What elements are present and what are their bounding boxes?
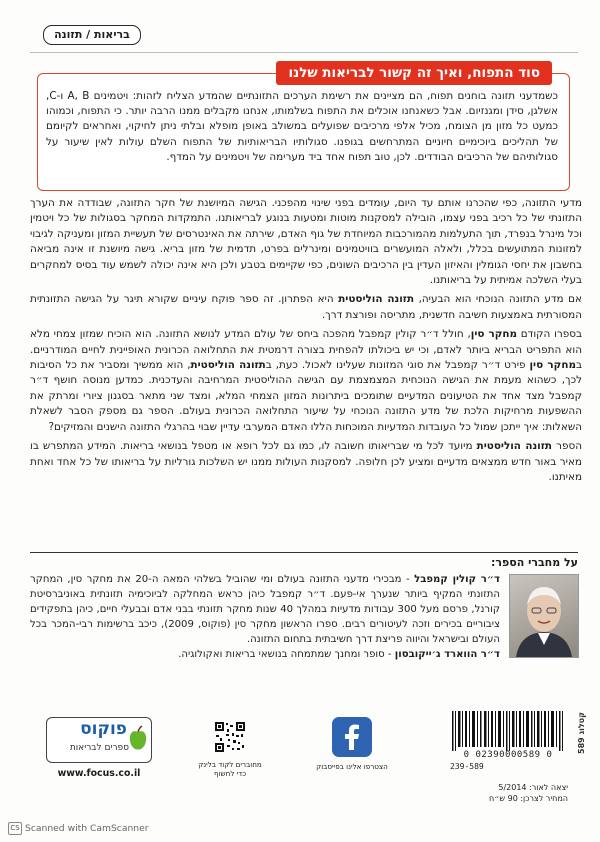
barcode-number-secondary: 239-589 xyxy=(450,762,484,771)
paragraph-3-a: בספרו הקודם xyxy=(517,328,583,341)
publisher-url[interactable]: www.focus.co.il xyxy=(57,768,141,779)
barcode-icon xyxy=(450,711,566,751)
authors-divider xyxy=(30,552,578,553)
authors-bio xyxy=(30,572,500,662)
paragraph-2 xyxy=(30,292,582,323)
publisher-logo xyxy=(46,717,152,763)
price: המחיר לצרכן: 90 ש״ח xyxy=(489,794,568,803)
catalog-number: קטלוג 589 xyxy=(577,712,586,754)
paragraph-3-e: פירט ד״ר קמפבל את סוגי המזונות שעלינו לאכול. כעת, ב xyxy=(265,359,530,372)
paragraph-2-text: אם מדע התזונה הנוכחי הוא הבעיה, xyxy=(414,293,582,306)
camscanner-icon: CS xyxy=(8,822,22,835)
paragraph-4 xyxy=(30,439,582,485)
paragraph-4-a: הספר xyxy=(552,440,582,453)
author-portrait-icon xyxy=(510,575,578,657)
facebook-caption: הצטרפו אלינו בפייסבוק xyxy=(316,762,388,771)
category-tag: בריאות / תזונה xyxy=(43,25,141,45)
author-2-name: ד״ר הווארד ג׳ייקובסון xyxy=(394,649,500,660)
paragraph-4-c: מיועד לכל מי שבריאותו חשובה לו, כמו גם לכל רופא או מטפל בנושאי בריאות. המידע המתפרש בו מאיר באור חדש ממצאים מדעיים ומציע לכן חלופה. למסקנות העולות ממנו יש השלכות גורליות על בריאותו של כל אחד ואחת מאיתנו. xyxy=(30,440,582,483)
authors-heading: על מחברי הספר: xyxy=(490,556,578,569)
book-title-emphasis-2: תזונה הוליסטית xyxy=(190,359,266,372)
top-divider xyxy=(30,52,578,53)
paragraph-1: מדעי התזונה, כפי שהכרנו אותם עד היום, עומדים בפני שינוי מהפכני. הגישה המיושנת של חקר התזונה, שבודדה את הערך התזונתי של כל רכיב בפני עצמו, הובילה למסקנות מוטות ומטעות בנוגע לבריאותנו. התמקדות המחקר בסגולות של כל ויטמין וכל מינרל בנפרד, תוך התעלמות מהמורכבות המיוחדת של גוף האדם, שירתה את האינטרסים של תעשיית המזון ומעניקה לגיבוי למזונות המתועשים בכלל, ולאלה המועשרים בוויטמינים ומינרלים בפרט, תדמית של מזון בריא. גישה מיושנת זו אינה מביאה בחשבון את יחסי הגומלין והאיזון העדין בין הרכיבים השונים, כפי שקיימים בטבע ולכן היא אינה יכולה לשמש עוד בסיס למחקרים בעלי השלכה אמיתית על בריאותנו. xyxy=(30,197,582,287)
paragraph-2-text-end: היא הפתרון. זה ספר פוקח עיניים שקורא תיגר על הגישה התזונתית המסורתית באמצעות חשיבה חדשנית, מתריסה ופורצת דרך. xyxy=(30,293,582,321)
release-date: יצאה לאור: 5/2014 xyxy=(498,783,568,792)
book-title-emphasis-3: תזונה הוליסטית xyxy=(476,440,553,453)
author-photo xyxy=(509,574,579,658)
paragraph-3-g: , הוא ממשיך ומסביר את כל הסיבות לכך, כשהוא מעמת את הגישה הנוכחית המצמצמת עם הגישה ההוליסטית המרחיבה והעדכנית. כמדען מנוסה חושף ד״ר קמפבל מצד אחד את הטיעונים המדעיים שתומכים ביתרונות המזון הצמחי המלא, ומצד שני מתאר בסגנון ציורי ומרתק את ההשפעות מרחיקות הלכת של מדע התזונה הנוכחי על שיעור התחלואה הכרונית בעולם. הספר גם מספק הסבר לשאלת השאלות: איך ייתכן שמול כל העובדות המדעיות המוכחות הללו האדם המערבי עדיין שבוי בהרגלי התזונה הישנים והמזיקים? xyxy=(30,359,582,433)
paragraph-3-c: , חולל ד״ר קולין קמפבל מהפכה ביחס של עולם המדע לנושא התזונה. הוא הוכיח שמזון צמחי מלא הוא התפריט הבריא ביותר לאדם, וכי יש ביכולתו להפחית בצורה דרמטית את התחלואה הכרונית האופיינית לחיים המודרניים. ב xyxy=(30,328,583,372)
author-2-bio: - סופר ומחנך שמתמחה בנושאי בריאות ואקולוגיה. xyxy=(178,649,395,660)
book-title-emphasis: תזונה הוליסטית xyxy=(338,293,415,306)
qr-code-icon[interactable] xyxy=(214,721,246,753)
paragraph-3 xyxy=(30,327,582,435)
facebook-icon[interactable] xyxy=(332,717,372,757)
previous-book-emphasis: מחקר סין xyxy=(470,328,518,341)
qr-caption: מחוברים לקוד בלינק כדי לחשוף xyxy=(198,760,262,778)
author-1-bio: - מבכירי מדעני התזונה בעולם ומי שהוביל בשלהי המאה ה-20 את מחקר סין, המחקר התזונתי המקיף ביותר שנערך אי-פעם. ד״ר קמפבל כיהן כראש המחלקה לביוכימיה תזונתית באוניברסיטת קורנל, פרסם מעל 300 עבודות מדעיות במהלך 40 שנות מחקר תזונתי בבני אדם ובבעלי חיים, כיהן בתפקידים ציבוריים בכירים וזכה לעיטורים רבים. ספרו הראשון מחקר סין (פוקוס, 2009), כיכב ברשימות רבי-המכר בכל העולם ובישראל והיווה פריצת דרך חשיבתית בתחום התזונה. xyxy=(30,574,500,645)
apple-icon xyxy=(128,725,148,751)
description-body xyxy=(30,196,582,489)
author-1-name: ד״ר קולין קמפבל xyxy=(414,574,500,585)
release-info xyxy=(450,782,568,804)
publisher-name: פוקוס xyxy=(80,719,127,739)
previous-book-emphasis-2: מחקר סין xyxy=(529,359,576,372)
scanner-watermark-text: Scanned with CamScanner xyxy=(25,823,149,834)
highlight-box-title: סוד התפוח, ואיך זה קשור לבריאות שלנו xyxy=(276,61,552,85)
scanner-watermark xyxy=(8,822,149,835)
publisher-tagline: ספרים לבריאות xyxy=(69,743,129,753)
barcode-number: 0 02390000589 0 xyxy=(463,750,553,760)
highlight-box-text: כשמדעני תזונה בוחנים תפוח, הם מציינים את רשימת הערכים התזונתיים שהמדע הצליח לזהות: ויטמינים A, B ו-C, אשלגן, סידן ומגנזיום. אבל כשאנחנו אוכלים את התפוח בשלמותו, אנחנו מקבלים ממנו הרבה יותר. כי התפוח, וכמוהו כמעט כל מזון מן הצומח, מכיל אלפי מרכיבים שפועלים במשולב באופן מופלא ובלתי ניתן לחיקוי, ואחראים לקיומם של תהליכים ביוכימיים חיוניים המתרחשים בגופנו. סגולותיו הבריאותיות של התפוח השלם עולות לאין שיעור על סגולותיהם של הרכיבים הבודדים. לכן, טוב תפוח אחד ביד מערימה של ויטמינים על המדף. xyxy=(46,90,558,163)
